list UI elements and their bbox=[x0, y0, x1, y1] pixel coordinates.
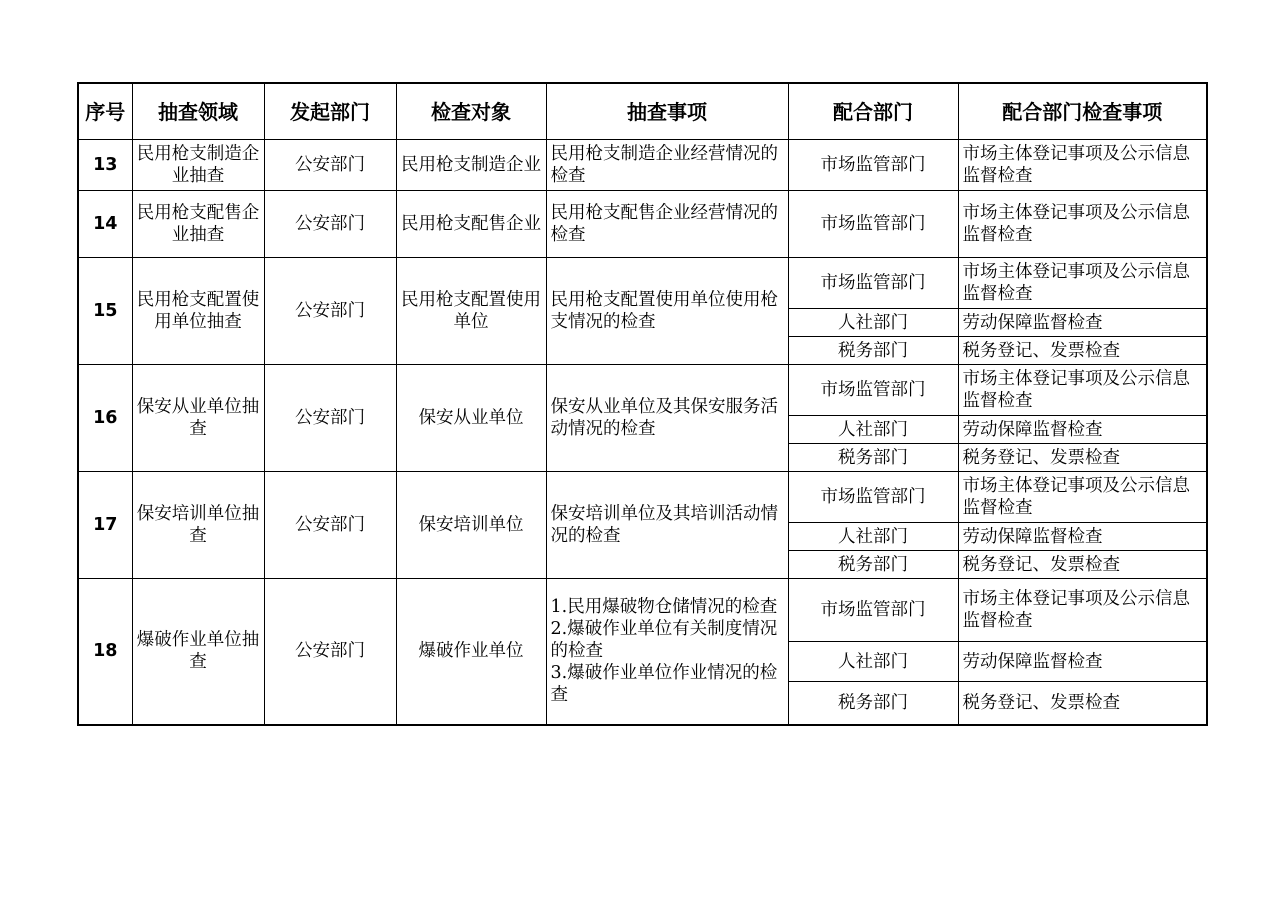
partner-task: 市场主体登记事项及公示信息监督检查 bbox=[958, 579, 1207, 642]
row-number: 16 bbox=[78, 365, 132, 472]
partner-task: 劳动保障监督检查 bbox=[958, 309, 1207, 337]
row-number: 15 bbox=[78, 258, 132, 365]
row-target: 民用枪支配售企业 bbox=[396, 191, 546, 258]
row-item: 民用枪支配置使用单位使用枪支情况的检查 bbox=[546, 258, 788, 365]
header-no: 序号 bbox=[78, 83, 132, 140]
row-number: 18 bbox=[78, 579, 132, 725]
item-line: 2.爆破作业单位有关制度情况的检查 bbox=[550, 619, 778, 662]
partner-task: 劳动保障监督检查 bbox=[958, 642, 1207, 682]
table-row bbox=[78, 579, 1207, 642]
row-target: 爆破作业单位 bbox=[396, 579, 546, 725]
row-item: 民用枪支制造企业经营情况的检查 bbox=[546, 140, 788, 191]
item-line: 1.民用爆破物仓储情况的检查 bbox=[550, 597, 778, 618]
header-target: 检查对象 bbox=[396, 83, 546, 140]
partner-task: 市场主体登记事项及公示信息监督检查 bbox=[958, 472, 1207, 523]
row-dept: 公安部门 bbox=[264, 579, 396, 725]
item-line: 3.爆破作业单位作业情况的检查 bbox=[550, 663, 778, 706]
row-number: 17 bbox=[78, 472, 132, 579]
partner-dept: 市场监管部门 bbox=[788, 258, 958, 309]
table-row bbox=[78, 140, 1207, 191]
header-partner-task: 配合部门检查事项 bbox=[958, 83, 1207, 140]
table-row bbox=[78, 472, 1207, 523]
header-items: 抽查事项 bbox=[546, 83, 788, 140]
row-dept: 公安部门 bbox=[264, 191, 396, 258]
partner-dept: 市场监管部门 bbox=[788, 579, 958, 642]
partner-dept: 人社部门 bbox=[788, 309, 958, 337]
row-target: 民用枪支配置使用单位 bbox=[396, 258, 546, 365]
row-number: 14 bbox=[78, 191, 132, 258]
row-dept: 公安部门 bbox=[264, 258, 396, 365]
partner-task: 劳动保障监督检查 bbox=[958, 523, 1207, 551]
partner-dept: 税务部门 bbox=[788, 682, 958, 725]
partner-task: 税务登记、发票检查 bbox=[958, 682, 1207, 725]
row-dept: 公安部门 bbox=[264, 365, 396, 472]
row-field: 保安培训单位抽查 bbox=[132, 472, 264, 579]
header-partner-dept: 配合部门 bbox=[788, 83, 958, 140]
header-field: 抽查领域 bbox=[132, 83, 264, 140]
header-row bbox=[78, 83, 1207, 140]
partner-dept: 市场监管部门 bbox=[788, 472, 958, 523]
row-target: 保安培训单位 bbox=[396, 472, 546, 579]
partner-task: 劳动保障监督检查 bbox=[958, 416, 1207, 444]
row-dept: 公安部门 bbox=[264, 140, 396, 191]
row-field: 爆破作业单位抽查 bbox=[132, 579, 264, 725]
row-target: 保安从业单位 bbox=[396, 365, 546, 472]
row-field: 民用枪支配售企业抽查 bbox=[132, 191, 264, 258]
partner-dept: 市场监管部门 bbox=[788, 191, 958, 258]
table-body bbox=[78, 140, 1207, 725]
table-header bbox=[78, 83, 1207, 140]
partner-dept: 人社部门 bbox=[788, 416, 958, 444]
table-row bbox=[78, 258, 1207, 309]
row-number: 13 bbox=[78, 140, 132, 191]
row-field: 民用枪支制造企业抽查 bbox=[132, 140, 264, 191]
partner-task: 税务登记、发票检查 bbox=[958, 444, 1207, 472]
header-dept: 发起部门 bbox=[264, 83, 396, 140]
partner-task: 税务登记、发票检查 bbox=[958, 551, 1207, 579]
partner-task: 市场主体登记事项及公示信息监督检查 bbox=[958, 258, 1207, 309]
partner-task: 市场主体登记事项及公示信息监督检查 bbox=[958, 191, 1207, 258]
table-row bbox=[78, 191, 1207, 258]
partner-dept: 市场监管部门 bbox=[788, 140, 958, 191]
partner-dept: 税务部门 bbox=[788, 551, 958, 579]
row-field: 保安从业单位抽查 bbox=[132, 365, 264, 472]
table-row bbox=[78, 365, 1207, 416]
partner-task: 税务登记、发票检查 bbox=[958, 337, 1207, 365]
partner-dept: 人社部门 bbox=[788, 642, 958, 682]
row-item: 保安从业单位及其保安服务活动情况的检查 bbox=[546, 365, 788, 472]
row-target: 民用枪支制造企业 bbox=[396, 140, 546, 191]
inspection-table bbox=[77, 82, 1208, 726]
row-dept: 公安部门 bbox=[264, 472, 396, 579]
row-field: 民用枪支配置使用单位抽查 bbox=[132, 258, 264, 365]
row-item: 保安培训单位及其培训活动情况的检查 bbox=[546, 472, 788, 579]
partner-dept: 税务部门 bbox=[788, 444, 958, 472]
row-item: 民用枪支配售企业经营情况的检查 bbox=[546, 191, 788, 258]
partner-dept: 税务部门 bbox=[788, 337, 958, 365]
partner-dept: 人社部门 bbox=[788, 523, 958, 551]
partner-task: 市场主体登记事项及公示信息监督检查 bbox=[958, 365, 1207, 416]
partner-task: 市场主体登记事项及公示信息监督检查 bbox=[958, 140, 1207, 191]
row-items bbox=[546, 579, 788, 725]
partner-dept: 市场监管部门 bbox=[788, 365, 958, 416]
